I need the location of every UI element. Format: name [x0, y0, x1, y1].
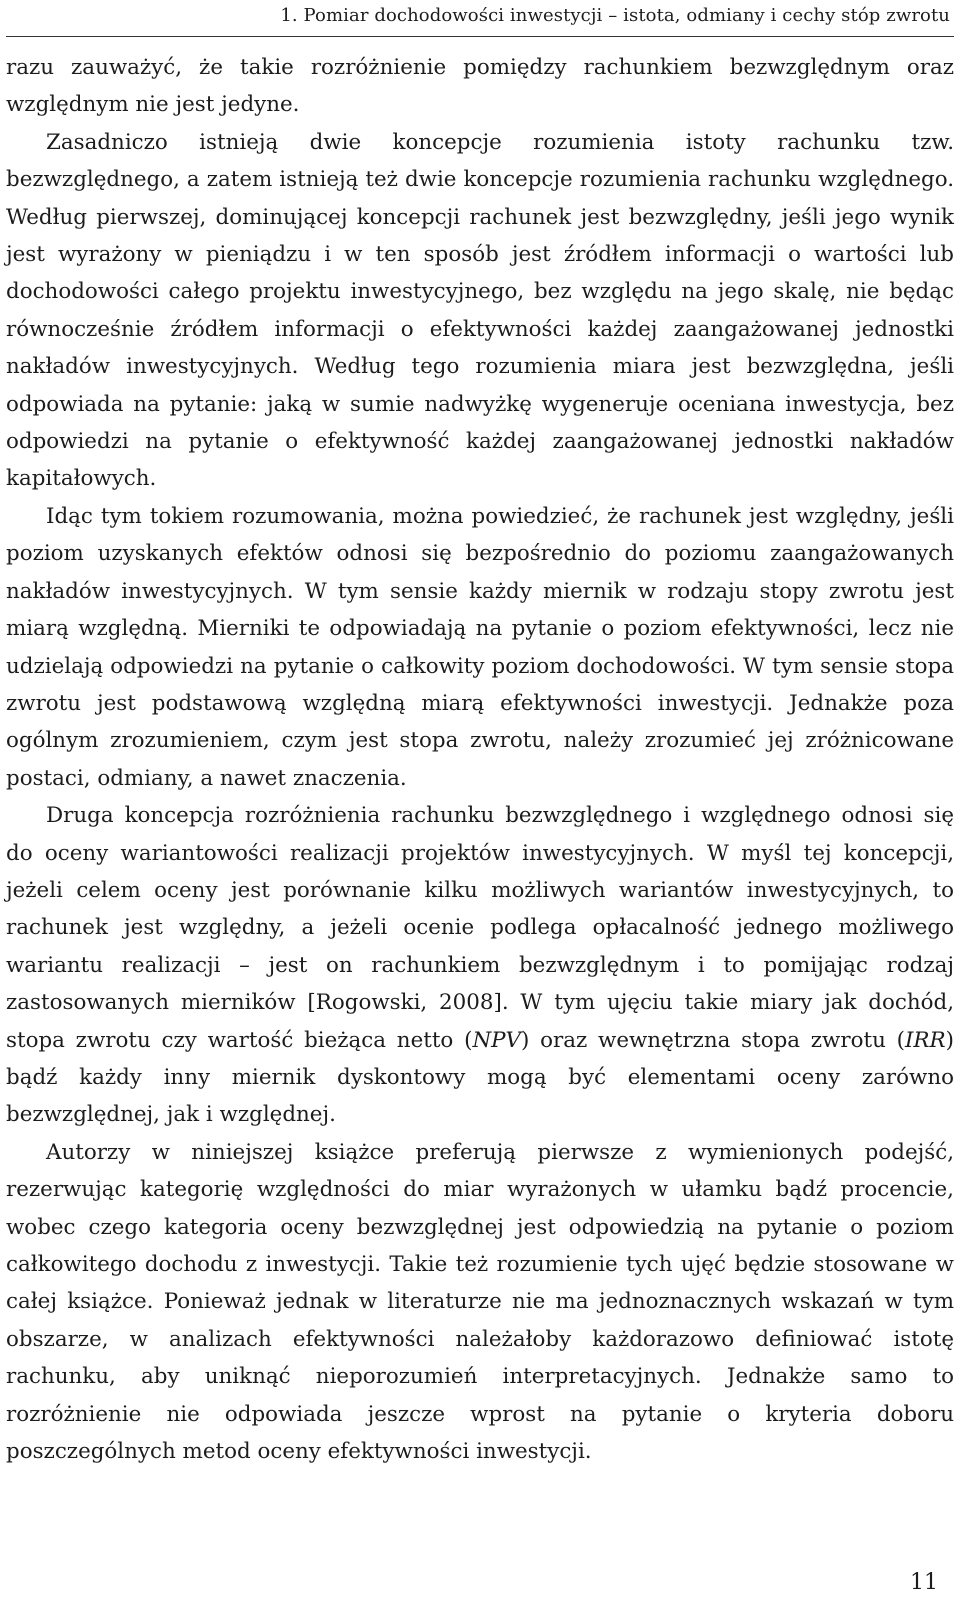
paragraph-continuation: razu zauważyć, że takie rozróżnienie pomiędzy rachunkiem bezwzględnym oraz względnym nie jest jedyne.: [6, 55, 954, 118]
running-header: [6, 2, 954, 37]
paragraph: Autorzy w niniejszej książce preferują pierwsze z wymienionych podejść, rezerwując kategorię względności do miar wyrażonych w ułamku bądź procencie, wobec czego kategoria oceny bezwzględnej jest odpowiedzią na pytanie o poziom całkowitego dochodu z inwestycji. Takie też rozumienie tych ujęć będzie stosowane w całej książce. Ponieważ jednak w literaturze nie ma jednoznacznych wskazań w tym obszarze, w analizach efektywności należałoby każdorazowo definiować istotę rachunku, aby uniknąć nieporozumień interpretacyjnych. Jednakże samo to rozróżnienie nie odpowiada jeszcze wprost na pytanie o kryteria doboru poszczególnych metod oceny efektywności inwestycji.: [6, 1139, 954, 1465]
running-header-title: 1. Pomiar dochodowości inwestycji – istota, odmiany i cechy stóp zwrotu: [280, 5, 950, 26]
npv-abbreviation: NPV: [472, 1027, 521, 1053]
page-number: 11: [910, 1570, 938, 1595]
paragraph: Zasadniczo istnieją dwie koncepcje rozumienia istoty rachunku tzw. bezwzględnego, a zatem istnieją też dwie koncepcje rozumienia rachunku względnego. Według pierwszej, dominującej koncepcji rachunek jest bezwzględny, jeśli jego wynik jest wyrażony w pieniądzu i w ten sposób jest źródłem informacji o wartości lub dochodowości całego projektu inwestycyjnego, bez względu na jego skalę, nie będąc równocześnie źródłem informacji o efektywności każdej zaangażowanej jednostki nakładów inwestycyjnych. Według tego rozumienia miara jest bezwzględna, jeśli odpowiada na pytanie: jaką w sumie nadwyżkę wygeneruje oceniana inwestycja, bez odpowiedzi na pytanie o efektywność każdej zaangażowanej jednostki nakładów kapitałowych.: [6, 129, 954, 492]
paragraph-text: Druga koncepcja rozróżnienia rachunku bezwzględnego i względnego odnosi się do oceny wariantowości realizacji projektów inwestycyjnych. W myśl tej koncepcji, jeżeli celem oceny jest porównanie kilku możliwych wariantów inwestycyjnych, to rachunek jest względny, a jeżeli ocenie podlega opłacalność jednego możliwego wariantu realizacji – jest on rachunkiem bezwzględnym i to pomijając rodzaj zastosowanych mierników [Rogowski, 2008]. W tym ujęciu takie miary jak dochód, stopa zwrotu czy wartość bieżąca netto (: [6, 803, 954, 1053]
irr-abbreviation: IRR: [904, 1027, 946, 1053]
paragraph-text: ) oraz wewnętrzna stopa zwrotu (: [521, 1027, 905, 1053]
paragraph-text: ) bądź każdy inny miernik dyskontowy mogą być elementami oceny zarówno bezwzględnej, jak i względnej.: [6, 1027, 954, 1128]
body-text: [6, 49, 954, 1470]
paragraph: Idąc tym tokiem rozumowania, można powiedzieć, że rachunek jest względny, jeśli poziom uzyskanych efektów odnosi się bezpośrednio do poziomu zaangażowanych nakładów inwestycyjnych. W tym sensie każdy miernik w rodzaju stopy zwrotu jest miarą względną. Mierniki te odpowiadają na pytanie o poziom efektywności, lecz nie udzielają odpowiedzi na pytanie o całkowity poziom dochodowości. W tym sensie stopa zwrotu jest podstawową względną miarą efektywności inwestycji. Jednakże poza ogólnym zrozumieniem, czym jest stopa zwrotu, należy zrozumieć jej zróżnicowane postaci, odmiany, a nawet znaczenia.: [6, 503, 954, 791]
paragraph-second-concept: [6, 797, 954, 1134]
